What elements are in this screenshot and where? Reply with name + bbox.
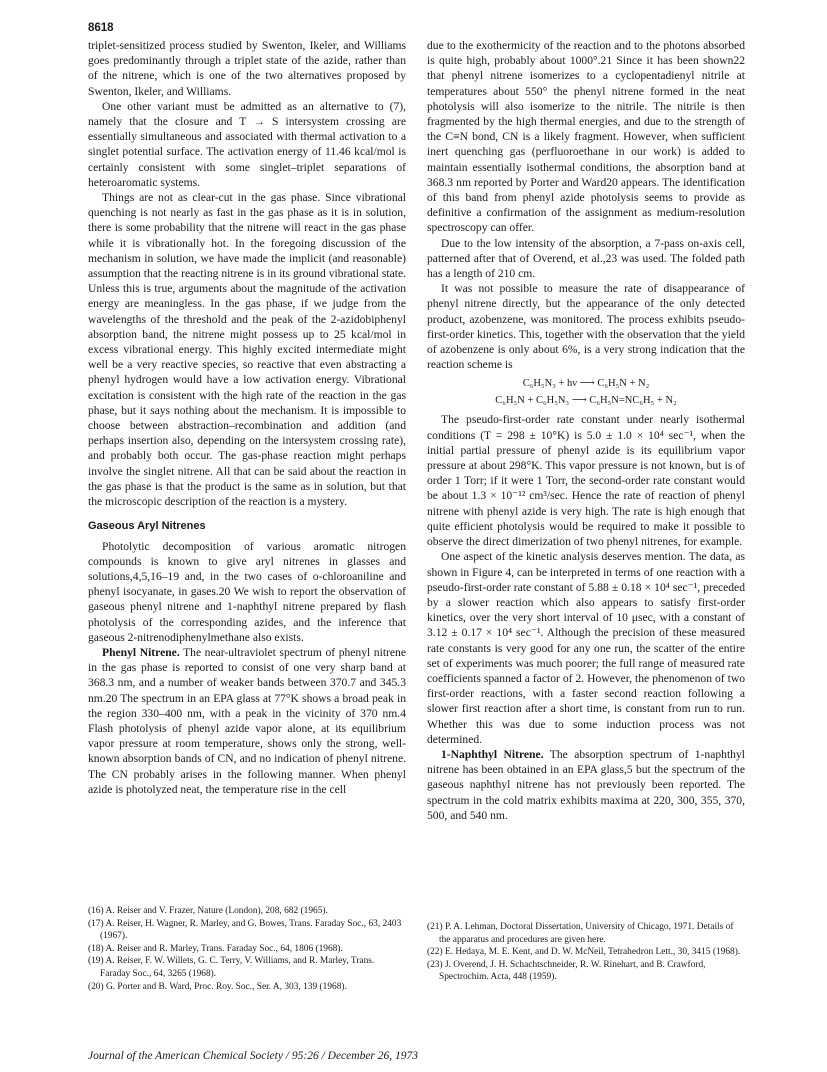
page-number: 8618 — [88, 22, 114, 34]
reaction-equation: C₆H₅N₃ + hν ⟶ C₆H₅N + N₂ — [522, 378, 650, 390]
paragraph: Things are not as clear-cut in the gas phase. Since vibrational quenching is not nearly as fast in the gas phase as it is in solution, there is some probability that the nitrene will react in the gas phase while it is vibrationally hot. In the foregoing discussion of the mechanism in solution, we have made the implicit (and reasonable) assumption that the reacting nitrene is in its ground vibrational state. Unless this is true, arguments about the magnitude of the activation energy are meaningless. In the gas phase, if we judge from the wavelengths of the threshold and the peak of the 2-azidobiphenyl absorption band, the nitrene might possess up to 25 kcal/mol in excess vibrational energy. This highly excited intermediate might well be a very reactive species, so reactive that even abstracting a phenyl hydrogen would have a low activation energy. Vibrational excitation is consistent with the high rate of the reaction in the gas phase, but it says nothing about the mechanism. It is impossible to choose between abstraction–recombination and addition (and perhaps insertion also, depending on the intersystem crossing rate), and probably both occur. The gas-phase reaction might perhaps involve the singlet nitrene. All that can be said about the reaction in the gas phase is that the product is the same as in solution, but that the microscopic description of the reaction is a mystery. — [88, 191, 406, 509]
reference-item: (22) E. Hedaya, M. E. Kent, and D. W. McNeil, Tetrahedron Lett., 30, 3415 (1968). — [427, 947, 741, 958]
reaction-equation: C₆H₅N + C₆H₅N₃ ⟶ C₆H₅N=NC₆H₅ + N₂ — [495, 395, 677, 407]
reaction-scheme — [427, 375, 745, 409]
paragraph-text: The absorption spectrum of 1-naphthyl nitrene has been obtained in an EPA glass,5 but the spectrum of the gaseous naphthyl nitrene has not previously been reported. The spectrum in the cold matrix exhibits maxima at 220, 300, 355, 370, 500, and 540 nm. — [427, 747, 745, 822]
reference-item: (18) A. Reiser and R. Marley, Trans. Faraday Soc., 64, 1806 (1968). — [88, 943, 343, 954]
paragraph — [88, 645, 406, 797]
paragraph: It was not possible to measure the rate of disappearance of phenyl nitrene directly, but the appearance of the only detected product, azobenzene, was monitored. The process exhibits pseudo-first-order kinetics. This, together with the observation that the yield of azobenzene is only about 6%, is a very strong indication that the reaction scheme is — [427, 282, 745, 372]
paragraph: One other variant must be admitted as an alternative to (7), namely that the closure and T → S intersystem crossing are essentially simultaneous and associated with thermal activation to a singlet potential surface. The activation energy of 11.46 kcal/mol is certainly consistent with some singlet–triplet separations of heteroaromatic systems. — [88, 99, 406, 189]
paragraph: due to the exothermicity of the reaction and to the photons absorbed is quite high, probably about 1000°.21 Since it has been shown22 that phenyl nitrene isomerizes to a cyclopentadienyl nitrile at temperatures about 550° the phenyl nitrene formed in the neat photolysis will also isomerize to the nitrile. The nitrile is then fragmented by the high thermal energies, and due to the strength of the C≡N bond, CN is a likely fragment. However, when sufficient inert quenching gas (perfluoroethane in our work) is added to maintain essentially isothermal conditions, the absorption band at 368.3 nm reported by Porter and Ward20 appears. The identification of this band from phenyl azide photolysis seems to provide as definitive a confirmation of the assignment as medium-resolution spectroscopy can offer. — [427, 39, 745, 235]
reference-item: (16) A. Reiser and V. Frazer, Nature (London), 208, 682 (1965). — [88, 906, 328, 916]
paragraph: One aspect of the kinetic analysis deserves mention. The data, as shown in Figure 4, can be interpreted in terms of one reaction with a pseudo-first-order rate constant of 5.88 ± 0.18 × 10⁴ sec⁻¹, preceded by a slower reaction which also appears to satisfy first-order kinetics, over the very short interval of 10 μsec, with a constant of 3.12 ± 0.17 × 10⁴ sec⁻¹. Although the precision of these measured rate constants is very good for any one run, the scatter of the entire set of experiments was much poorer; the full range of measured rate coefficients spanned a factor of 2. However, the phenomenon of two first-order reactions, with a faster second reaction following a slower first reaction after a short time, is constant from run to run. Whether this was due to some induction process was not determined. — [427, 550, 745, 746]
run-in-heading: 1-Naphthyl Nitrene. — [441, 747, 544, 761]
paragraph — [427, 747, 745, 823]
references-left — [88, 905, 406, 993]
section-heading: Gaseous Aryl Nitrenes — [88, 520, 206, 533]
paragraph: triplet-sensitized process studied by Swenton, Ikeler, and Williams goes predominantly through a triplet state of the azide, rather than of the nitrene, which is one of the two alternatives proposed by Swenton, Ikeler, and Williams. — [88, 39, 406, 98]
reference-item: (17) A. Reiser, H. Wagner, R. Marley, and G. Bowes, Trans. Faraday Soc., 63, 2403 (1967). — [88, 918, 402, 942]
reference-item: (19) A. Reiser, F. W. Willets, G. C. Terry, V. Williams, and R. Marley, Trans. Faraday Soc., 64, 3265 (1968). — [88, 956, 375, 979]
paragraph: The pseudo-first-order rate constant under nearly isothermal conditions (T = 298 ± 10°K) is 5.0 ± 1.0 × 10⁴ sec⁻¹, when the initial partial pressure of phenyl azide is its equilibrium vapor pressure at about 298°K. This vapor pressure is not known, but is of order 1 Torr; if it were 1 Torr, the second-order rate constant would be about 1.3 × 10⁻¹² cm³/sec. Hence the rate of reaction of phenyl nitrene with phenyl azide is very high. The rate is high enough that quite efficient photolysis would be required to make it possible to observe the direct dimerization of two phenyl nitrenes, for example. — [427, 413, 745, 549]
run-in-heading: Phenyl Nitrene. — [102, 645, 180, 659]
paragraph: Photolytic decomposition of various aromatic nitrogen compounds is known to give aryl nitrenes in glasses and solutions,4,5,16–19 and, in the two cases of o-chloroaniline and phenyl isocyanate, in gases.20 We wish to report the observation of gaseous phenyl nitrene and 1-naphthyl nitrene prepared by flash photolysis of the corresponding azides, and the inference that gaseous 2-nitrenodiphenylmethane also exists. — [88, 539, 406, 644]
references-right — [427, 921, 745, 984]
left-column — [88, 38, 406, 797]
reference-item: (20) G. Porter and B. Ward, Proc. Roy. Soc., Ser. A, 303, 139 (1968). — [88, 981, 347, 992]
journal-footer: Journal of the American Chemical Society / 95:26 / December 26, 1973 — [88, 1050, 419, 1062]
paragraph-text: The near-ultraviolet spectrum of phenyl nitrene in the gas phase is reported to consist of one very sharp band at 368.3 nm, and a number of weaker bands between 370.7 and 345.3 nm.20 The spectrum in an EPA glass at 77°K shows a broad peak in the region 330–400 nm, with a peak in the vicinity of 370 nm.4 Flash photolysis of phenyl azide vapor alone, at its equilibrium vapor pressure at room temperature, shows only the strong, well-known absorption bands of CN, and no indication of phenyl nitrene. The CN probably arises in the following manner. When phenyl azide is photolyzed neat, the temperature rise in the cell — [88, 645, 406, 796]
right-column — [427, 38, 745, 823]
reference-item: (23) J. Overend, J. H. Schachtschneider, R. W. Rinehart, and B. Crawford, Spectrochim. Acta, 448 (1959). — [427, 959, 706, 983]
paragraph: Due to the low intensity of the absorption, a 7-pass on-axis cell, patterned after that of Overend, et al.,23 was used. The folded path has a length of 210 cm. — [427, 236, 745, 281]
reference-item: (21) P. A. Lehman, Doctoral Dissertation, University of Chicago, 1971. Details of the apparatus and procedures are given here. — [427, 922, 734, 945]
